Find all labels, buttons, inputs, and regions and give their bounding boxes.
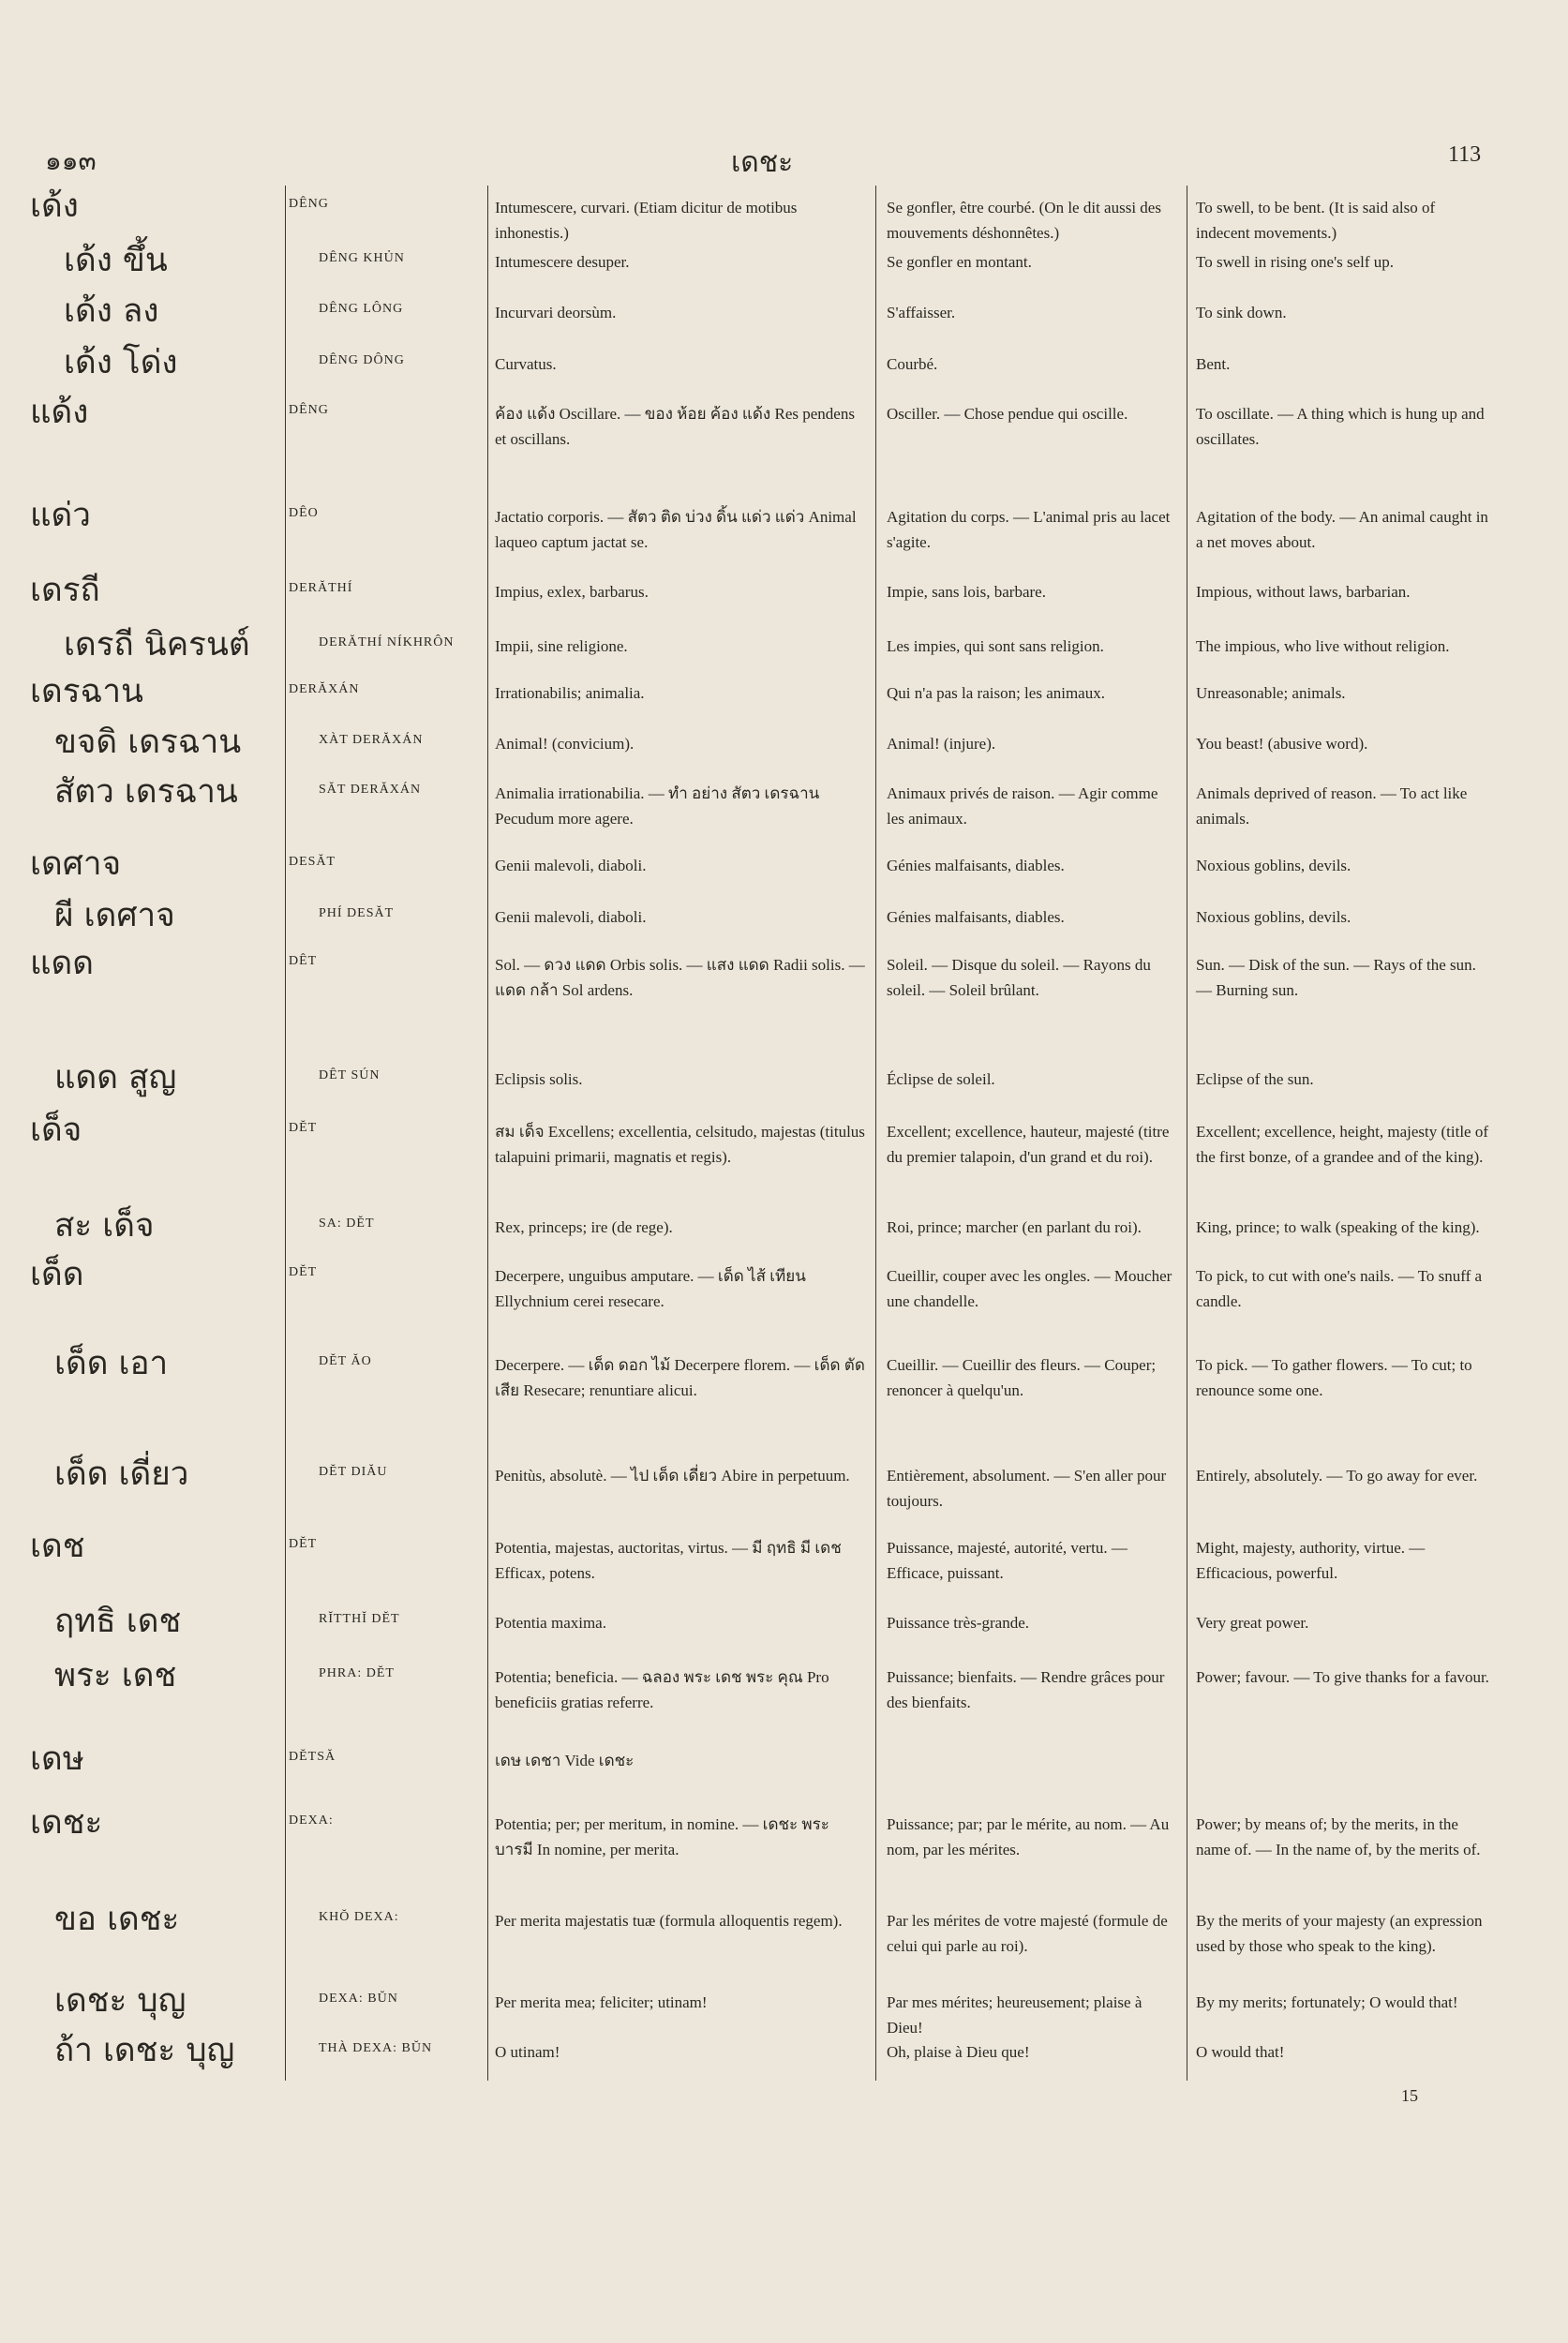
entry-headword: พระ เดช (54, 1657, 177, 1694)
entry-english: Excellent; excellence, height, majesty (title of the first bonze, of a grandee and of the king). (1196, 1123, 1489, 1166)
entry-latin: Sol. — ดวง แดด Orbis solis. — แสง แดด Radii solis. — แดด กล้า Sol ardens. (495, 956, 865, 999)
entry-latin: Genii malevoli, diaboli. (495, 857, 647, 874)
column-rule-1 (285, 186, 286, 2081)
entry-latin: Eclipsis solis. (495, 1070, 583, 1088)
entry-romanization: XÀT DERĂXÁN (319, 733, 424, 747)
entry-latin: Potentia maxima. (495, 1614, 606, 1632)
entry-french: Oh, plaise à Dieu que! (887, 2043, 1030, 2061)
entry-english: Sun. — Disk of the sun. — Rays of the sun. — Burning sun. (1196, 956, 1476, 999)
entry-latin: ค้อง แด้ง Oscillare. — ของ ห้อย ค้อง แด้ง Res pendens et oscillans. (495, 405, 855, 448)
column-rule-2 (487, 186, 488, 2081)
entry-romanization: DERĂTHÍ (289, 581, 353, 595)
entry-french: Entièrement, absolument. — S'en aller pour toujours. (887, 1467, 1167, 1510)
page-number: 113 (1448, 142, 1482, 167)
thai-page-number: ๑๑๓ (45, 145, 97, 176)
entry-english: King, prince; to walk (speaking of the king). (1196, 1218, 1480, 1236)
entry-headword: เด้ง ลง (64, 292, 159, 330)
entry-french: Puissance; par; par le mérite, au nom. — Au nom, par les mérites. (887, 1815, 1170, 1858)
entry-romanization: DĔT DIĂU (319, 1465, 388, 1479)
column-rule-3 (875, 186, 876, 2081)
entry-headword: ผี เดศาจ (54, 897, 175, 934)
entry-french: Courbé. (887, 355, 938, 373)
entry-headword: เด็ด เดี่ยว (54, 1455, 189, 1493)
entry-romanization: DÊNG DÔNG (319, 353, 405, 367)
entry-english: O would that! (1196, 2043, 1285, 2061)
entry-french: Génies malfaisants, diables. (887, 908, 1065, 926)
entry-headword: เดรถี (30, 572, 100, 609)
entry-headword: เดชะ (30, 1804, 103, 1842)
entry-english: To pick. — To gather flowers. — To cut; to renounce some one. (1196, 1356, 1472, 1399)
entry-headword: ขจดิ เดรฉาน (54, 724, 242, 761)
entry-english: To swell in rising one's self up. (1196, 253, 1395, 271)
entry-english: Might, majesty, authority, virtue. — Efficacious, powerful. (1196, 1539, 1426, 1582)
entry-latin: Intumescere, curvari. (Etiam dicitur de motibus inhonestis.) (495, 199, 798, 242)
entry-latin: Animalia irrationabilia. — ทำ อย่าง สัตว เดรฉาน Pecudum more agere. (495, 784, 820, 828)
entry-english: Agitation of the body. — An animal caught in a net moves about. (1196, 508, 1488, 551)
entry-headword: ฤทธิ เดช (54, 1603, 182, 1640)
entry-french: Puissance, majesté, autorité, vertu. — Efficace, puissant. (887, 1539, 1127, 1582)
signature-mark: 15 (1401, 2086, 1418, 2105)
entry-latin: Per merita mea; feliciter; utinam! (495, 1993, 708, 2011)
entry-french: Impie, sans lois, barbare. (887, 583, 1046, 601)
entry-latin: Irrationabilis; animalia. (495, 684, 645, 702)
entry-english: Animals deprived of reason. — To act like animals. (1196, 784, 1468, 828)
entry-latin: Impius, exlex, barbarus. (495, 583, 649, 601)
entry-english: The impious, who live without religion. (1196, 637, 1450, 655)
entry-french: Roi, prince; marcher (en parlant du roi). (887, 1218, 1142, 1236)
entry-french: Excellent; excellence, hauteur, majesté (titre du premier talapoin, d'un grand et du roi). (887, 1123, 1170, 1166)
entry-romanization: DĔT (289, 1121, 318, 1135)
entry-romanization: DÊT SÚN (319, 1068, 381, 1082)
entry-english: Entirely, absolutely. — To go away for ever. (1196, 1467, 1478, 1485)
entry-headword: เดชะ บุญ (54, 1982, 187, 2020)
entry-french: Se gonfler en montant. (887, 253, 1032, 271)
entry-headword: เด้ง ขึ้น (64, 242, 168, 279)
entry-latin: Animal! (convicium). (495, 735, 635, 753)
entry-latin: O utinam! (495, 2043, 560, 2061)
entry-romanization: DÊNG LÔNG (319, 302, 404, 316)
entry-french: Agitation du corps. — L'animal pris au lacet s'agite. (887, 508, 1171, 551)
entry-english: Noxious goblins, devils. (1196, 857, 1351, 874)
entry-latin: Potentia, majestas, auctoritas, virtus. — มี ฤทธิ มี เดช Efficax, potens. (495, 1539, 842, 1582)
entry-english: Very great power. (1196, 1614, 1309, 1632)
entry-romanization: DERĂTHÍ NÍKHRÔN (319, 635, 455, 649)
entry-french: Puissance; bienfaits. — Rendre grâces pour des bienfaits. (887, 1668, 1165, 1711)
entry-romanization: DÊT (289, 954, 318, 968)
entry-headword: สะ เด็จ (54, 1207, 155, 1245)
entry-french: Animal! (injure). (887, 735, 996, 753)
entry-french: Osciller. — Chose pendue qui oscille. (887, 405, 1128, 423)
entry-headword: เดรถี นิครนต์ (64, 626, 250, 664)
entry-french: Soleil. — Disque du soleil. — Rayons du soleil. — Soleil brûlant. (887, 956, 1151, 999)
entry-english: Noxious goblins, devils. (1196, 908, 1351, 926)
entry-romanization: KHŎ DEXA: (319, 1910, 399, 1924)
entry-latin: Decerpere, unguibus amputare. — เด็ด ไส้ เทียน Ellychnium cerei resecare. (495, 1267, 806, 1310)
entry-headword: แดด สูญ (54, 1059, 177, 1097)
entry-romanization: DĔT (289, 1537, 318, 1551)
entry-romanization: RĬTTHĬ DĔT (319, 1612, 400, 1626)
entry-french: Les impies, qui sont sans religion. (887, 637, 1104, 655)
entry-french: Par mes mérites; heureusement; plaise à Dieu! (887, 1993, 1142, 2037)
entry-headword: เดช (30, 1528, 85, 1565)
entry-headword: แดด (30, 945, 95, 982)
entry-english: To oscillate. — A thing which is hung up and oscillates. (1196, 405, 1485, 448)
entry-french: S'affaisser. (887, 304, 956, 321)
entry-headword: ขอ เดชะ (54, 1901, 180, 1938)
entry-romanization: DEXA: BŬN (319, 1992, 398, 2006)
entry-english: You beast! (abusive word). (1196, 735, 1368, 753)
entry-latin: สม เด็จ Excellens; excellentia, celsitudo, majestas (titulus talapuini primarii, magnatis et regis). (495, 1123, 865, 1166)
entry-headword: เด็ด เอา (54, 1345, 169, 1382)
entry-romanization: DĔT ĂO (319, 1354, 372, 1368)
entry-romanization: THÀ DEXA: BŬN (319, 2041, 433, 2055)
entry-romanization: DESĂT (289, 855, 336, 869)
entry-english: Power; by means of; by the merits, in the name of. — In the name of, by the merits of. (1196, 1815, 1481, 1858)
entry-romanization: DĔT (289, 1265, 318, 1279)
entry-english: By the merits of your majesty (an expression used by those who speak to the king). (1196, 1912, 1483, 1955)
entry-romanization: DÊNG KHỦN (319, 251, 405, 265)
entry-latin: Genii malevoli, diaboli. (495, 908, 647, 926)
entry-romanization: SA: DĔT (319, 1216, 375, 1231)
entry-latin: Per merita majestatis tuæ (formula alloquentis regem). (495, 1912, 843, 1930)
entry-french: Qui n'a pas la raison; les animaux. (887, 684, 1105, 702)
entry-french: Animaux privés de raison. — Agir comme les animaux. (887, 784, 1158, 828)
entry-french: Se gonfler, être courbé. (On le dit aussi des mouvements déshonnêtes.) (887, 199, 1161, 242)
entry-english: To pick, to cut with one's nails. — To snuff a candle. (1196, 1267, 1483, 1310)
entry-headword: สัตว เดรฉาน (54, 773, 238, 811)
entry-headword: เดรฉาน (30, 673, 143, 710)
entry-latin: Curvatus. (495, 355, 557, 373)
entry-latin: Potentia; per; per meritum, in nomine. — เดชะ พระ บารมี In nomine, per merita. (495, 1815, 829, 1858)
entry-english: Bent. (1196, 355, 1231, 373)
entry-latin: เดษ เดชา Vide เดชะ (495, 1752, 635, 1769)
entry-french: Cueillir. — Cueillir des fleurs. — Couper; renoncer à quelqu'un. (887, 1356, 1157, 1399)
entry-latin: Penitùs, absolutè. — ไป เด็ด เดี่ยว Abire in perpetuum. (495, 1467, 850, 1485)
running-head: เดชะ (731, 146, 794, 179)
entry-latin: Incurvari deorsùm. (495, 304, 617, 321)
entry-romanization: DEXA: (289, 1813, 334, 1828)
entry-latin: Impii, sine religione. (495, 637, 628, 655)
entry-headword: ถ้า เดชะ บุญ (54, 2032, 235, 2069)
entry-romanization: DERĂXÁN (289, 682, 360, 696)
entry-latin: Rex, princeps; ire (de rege). (495, 1218, 673, 1236)
entry-headword: เด้ง โด่ง (64, 344, 178, 381)
entry-romanization: DÊNG (289, 403, 329, 417)
entry-headword: เดศาจ (30, 845, 122, 883)
entry-romanization: DÊO (289, 506, 319, 520)
entry-latin: Jactatio corporis. — สัตว ติด บ่วง ดิ้น แด่ว แด่ว Animal laqueo captum jactat se. (495, 508, 857, 551)
entry-latin: Intumescere desuper. (495, 253, 630, 271)
entry-headword: เดษ (30, 1740, 84, 1778)
entry-english: To swell, to be bent. (It is said also of indecent movements.) (1196, 199, 1436, 242)
entry-english: By my merits; fortunately; O would that! (1196, 1993, 1458, 2011)
entry-headword: เด็ด (30, 1256, 84, 1293)
page-header (0, 141, 1568, 178)
entry-english: Impious, without laws, barbarian. (1196, 583, 1411, 601)
entry-headword: เด้ง (30, 187, 79, 225)
entry-romanization: DÊNG (289, 197, 329, 211)
entry-romanization: PHRA: DĔT (319, 1666, 395, 1680)
entry-french: Par les mérites de votre majesté (formule de celui qui parle au roi). (887, 1912, 1168, 1955)
entry-french: Génies malfaisants, diables. (887, 857, 1065, 874)
entry-romanization: SĂT DERĂXÁN (319, 783, 422, 797)
entry-english: Eclipse of the sun. (1196, 1070, 1314, 1088)
entry-romanization: PHÍ DESĂT (319, 906, 395, 920)
entry-french: Cueillir, couper avec les ongles. — Moucher une chandelle. (887, 1267, 1172, 1310)
entry-headword: แด้ง (30, 394, 89, 431)
entry-english: Unreasonable; animals. (1196, 684, 1346, 702)
entry-latin: Decerpere. — เด็ด ดอก ไม้ Decerpere florem. — เด็ด ตัด เสีย Resecare; renuntiare alicui. (495, 1356, 865, 1399)
entry-english: To sink down. (1196, 304, 1287, 321)
entry-headword: แด่ว (30, 497, 91, 534)
entry-french: Puissance très-grande. (887, 1614, 1030, 1632)
entry-latin: Potentia; beneficia. — ฉลอง พระ เดช พระ คุณ Pro beneficiis gratias referre. (495, 1668, 829, 1711)
entry-headword: เด็จ (30, 1112, 82, 1149)
entry-romanization: DĔTSĂ (289, 1750, 336, 1764)
entry-english: Power; favour. — To give thanks for a favour. (1196, 1668, 1489, 1686)
entry-french: Éclipse de soleil. (887, 1070, 995, 1088)
